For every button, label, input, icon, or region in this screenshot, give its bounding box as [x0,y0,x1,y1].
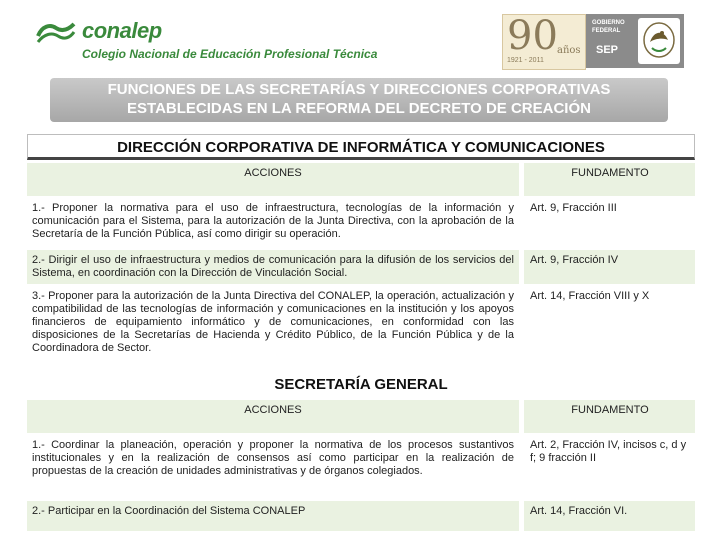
brand-subtitle: Colegio Nacional de Educación Profesional Técnica [82,47,378,61]
table-row [27,198,695,248]
title-line-2: ESTABLECIDAS EN LA REFORMA DEL DECRETO DE CREACIÓN [127,100,591,117]
header-acciones: ACCIONES [27,163,524,196]
government-logo [586,14,684,68]
section-heading-secretaria [27,372,695,398]
row-accion: 1.- Proponer la normativa para el uso de infraestructura, tecnologías de la información y comunicación para el Sistema, para la autorización de la Junta Directiva, con la aprobación de la Secretaría de la Función Pública, así como dirigir su operación. [27,198,524,248]
table-row [27,501,695,531]
table-row [27,250,695,284]
anniversary-word: años [557,45,581,56]
row-accion: 2.- Dirigir el uso de infraestructura y medios de comunicación para la difusión de los servicios del Sistema, en coordinación con la Dirección de Vinculación Social. [27,250,524,284]
anniversary-logo [502,14,586,70]
table-row [27,435,695,499]
row-accion: 1.- Coordinar la planeación, operación y proponer la normativa de los procesos sustantivos institucionales y en la realización de consensos así como participar en la realización de propuestas de la creación de unidades administrativas y de órganos colegiados. [27,435,524,499]
mexican-eagle-icon [638,18,680,64]
row-fundamento: Art. 14, Fracción VIII y X [524,286,695,362]
page-title [50,80,668,118]
table-header-row [27,400,695,433]
header-fundamento: FUNDAMENTO [524,400,695,433]
anniversary-number: 90 [507,13,558,59]
row-accion: 3.- Proponer para la autorización de la Junta Directiva del CONALEP, la operación, actualización y compatibilidad de las tecnologías de información y comunicaciones en la institución y los apoyos financieros de equipamiento informático y de comunicaciones, en conformidad con las disposiciones de la Secretarías de Hacienda y Crédito Público, de la Función Pública y de la Coordinadora de Sector. [27,286,524,362]
brand-name: conalep [82,18,162,43]
anniversary-years: 1921 - 2011 [507,57,544,64]
row-fundamento: Art. 9, Fracción IV [524,250,695,284]
conalep-logo-icon [36,22,76,44]
section-heading-text: SECRETARÍA GENERAL [274,376,448,393]
row-fundamento: Art. 14, Fracción VI. [524,501,695,531]
row-fundamento: Art. 9, Fracción III [524,198,695,248]
row-fundamento: Art. 2, Fracción IV, incisos c, d y f; 9 fracción II [524,435,695,499]
header-acciones: ACCIONES [27,400,524,433]
section-heading-informatica [27,134,695,160]
section-heading-text: DIRECCIÓN CORPORATIVA DE INFORMÁTICA Y COMUNICACIONES [117,139,605,156]
row-accion: 2.- Participar en la Coordinación del Sistema CONALEP [27,501,524,531]
header-fundamento: FUNDAMENTO [524,163,695,196]
page-header [0,0,720,76]
title-line-1: FUNCIONES DE LAS SECRETARÍAS Y DIRECCIONES CORPORATIVAS [107,81,611,98]
gov-label: GOBIERNO FEDERAL [592,20,625,34]
sep-label: SEP [596,44,619,56]
table-row [27,286,695,362]
table-header-row [27,163,695,196]
title-band [50,78,668,122]
